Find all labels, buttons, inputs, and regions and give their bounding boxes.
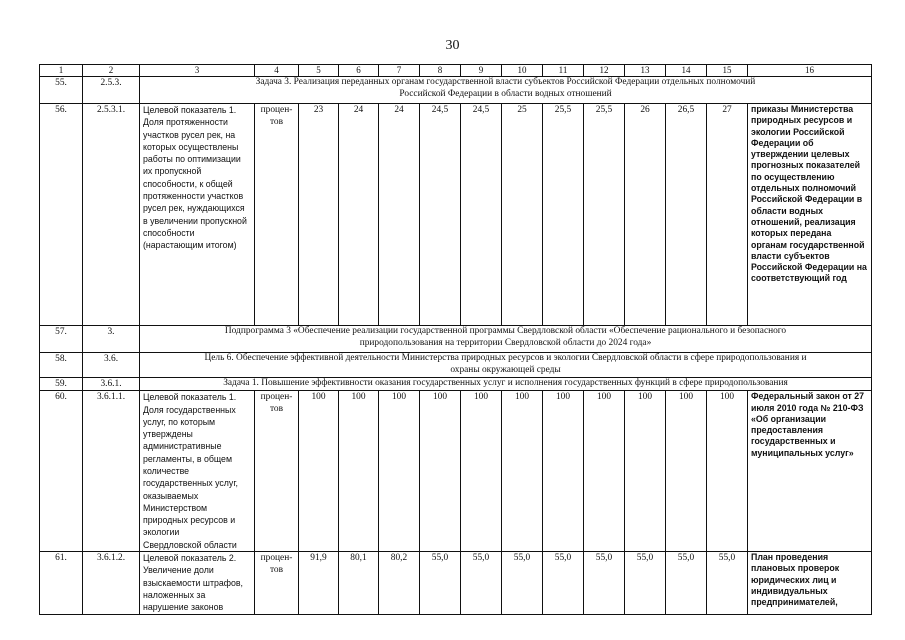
source-document: Федеральный закон от 27 июля 2010 года № 210-ФЗ «Об организации предоставления государственных и муниципальных услуг» (748, 391, 872, 552)
row-number: 57. (40, 326, 83, 353)
col-header: 9 (461, 65, 502, 77)
value-cell: 100 (299, 391, 339, 552)
indicator-name: Целевой показатель 1. Доля государственных услуг, по которым утверждены административные регламенты, в общем количестве государственных услуг, оказываемых Министерством природных ресурсов и экологии Свердловской области (140, 391, 255, 552)
row-code: 3. (83, 326, 140, 353)
value-cell: 80,1 (339, 552, 379, 614)
col-header: 13 (625, 65, 666, 77)
subprogram-text: Подпрограмма 3 «Обеспечение реализации государственной программы Свердловской области «Обеспечение рационального и безопасного природопользования на территории Свердловской области до 2024 года» (224, 326, 787, 348)
row-number: 58. (40, 353, 83, 378)
indicator-name: Целевой показатель 2. Увеличение доли взыскаемости штрафов, наложенных за нарушение законов (140, 552, 255, 614)
goal-heading (140, 353, 872, 378)
value-cell: 25,5 (584, 104, 625, 326)
value-cell: 55,0 (584, 552, 625, 614)
row-code: 3.6. (83, 353, 140, 378)
indicator-name: Целевой показатель 1. Доля протяженности участков русел рек, на которых осуществлены работы по оптимизации их пропускной способности, к общей протяженности участков русел рек, нуждающихся в увеличении пропускной способности (нарастающим итогом) (140, 104, 255, 326)
unit-cell: процен- тов (255, 552, 299, 614)
value-cell: 24,5 (420, 104, 461, 326)
value-cell: 24,5 (461, 104, 502, 326)
value-cell: 100 (666, 391, 707, 552)
value-cell: 25 (502, 104, 543, 326)
row-code: 3.6.1. (83, 378, 140, 391)
row-number: 61. (40, 552, 83, 614)
col-header: 11 (543, 65, 584, 77)
col-header: 16 (748, 65, 872, 77)
value-cell: 100 (707, 391, 748, 552)
task-text: Задача 3. Реализация переданных органам государственной власти субъектов Российской Федерации отдельных полномочий Российской Федерации в области водных отношений (255, 77, 756, 99)
row-code: 3.6.1.1. (83, 391, 140, 552)
table-row (40, 326, 872, 353)
column-number-row (40, 65, 872, 77)
row-code: 2.5.3.1. (83, 104, 140, 326)
col-header: 6 (339, 65, 379, 77)
table-row (40, 104, 872, 326)
value-cell: 55,0 (502, 552, 543, 614)
value-cell: 26 (625, 104, 666, 326)
value-cell: 55,0 (707, 552, 748, 614)
row-code: 3.6.1.2. (83, 552, 140, 614)
table-row (40, 391, 872, 552)
value-cell: 91,9 (299, 552, 339, 614)
row-number: 59. (40, 378, 83, 391)
value-cell: 26,5 (666, 104, 707, 326)
unit-cell: процен- тов (255, 391, 299, 552)
subprogram-heading (140, 326, 872, 353)
table-row (40, 378, 872, 391)
row-number: 60. (40, 391, 83, 552)
value-cell: 100 (461, 391, 502, 552)
col-header: 10 (502, 65, 543, 77)
value-cell: 55,0 (420, 552, 461, 614)
col-header: 7 (379, 65, 420, 77)
row-number: 55. (40, 77, 83, 104)
row-number: 56. (40, 104, 83, 326)
value-cell: 100 (543, 391, 584, 552)
col-header: 5 (299, 65, 339, 77)
col-header: 12 (584, 65, 625, 77)
value-cell: 24 (379, 104, 420, 326)
value-cell: 55,0 (543, 552, 584, 614)
col-header: 14 (666, 65, 707, 77)
value-cell: 100 (502, 391, 543, 552)
row-code: 2.5.3. (83, 77, 140, 104)
value-cell: 55,0 (461, 552, 502, 614)
value-cell: 55,0 (666, 552, 707, 614)
task-heading: Задача 1. Повышение эффективности оказания государственных услуг и исполнения государственных функций в сфере природопользования (140, 378, 872, 391)
value-cell: 27 (707, 104, 748, 326)
value-cell: 23 (299, 104, 339, 326)
indicators-table (39, 64, 872, 615)
value-cell: 100 (625, 391, 666, 552)
col-header: 2 (83, 65, 140, 77)
value-cell: 25,5 (543, 104, 584, 326)
value-cell: 100 (584, 391, 625, 552)
value-cell: 55,0 (625, 552, 666, 614)
value-cell: 80,2 (379, 552, 420, 614)
value-cell: 100 (379, 391, 420, 552)
value-cell: 100 (420, 391, 461, 552)
col-header: 1 (40, 65, 83, 77)
table-row (40, 552, 872, 614)
page-number: 30 (445, 38, 460, 53)
col-header: 15 (707, 65, 748, 77)
goal-text: Цель 6. Обеспечение эффективной деятельности Министерства природных ресурсов и экологии Свердловской области в сфере природопользования и охраны окружающей среды (204, 353, 807, 375)
col-header: 8 (420, 65, 461, 77)
task-heading (140, 77, 872, 104)
table-row (40, 353, 872, 378)
col-header: 4 (255, 65, 299, 77)
table-row (40, 77, 872, 104)
source-document: План проведения плановых проверок юридических лиц и индивидуальных предпринимателей, (748, 552, 872, 614)
value-cell: 24 (339, 104, 379, 326)
value-cell: 100 (339, 391, 379, 552)
unit-cell: процен- тов (255, 104, 299, 326)
col-header: 3 (140, 65, 255, 77)
source-document: приказы Министерства природных ресурсов и экологии Российской Федерации об утверждении целевых прогнозных показателей по осуществлению отдельных полномочий Российской Федерации в области водных отношений, реализация которых передана органам государственной власти субъектов Российской Федерации на соответствующий год (748, 104, 872, 326)
